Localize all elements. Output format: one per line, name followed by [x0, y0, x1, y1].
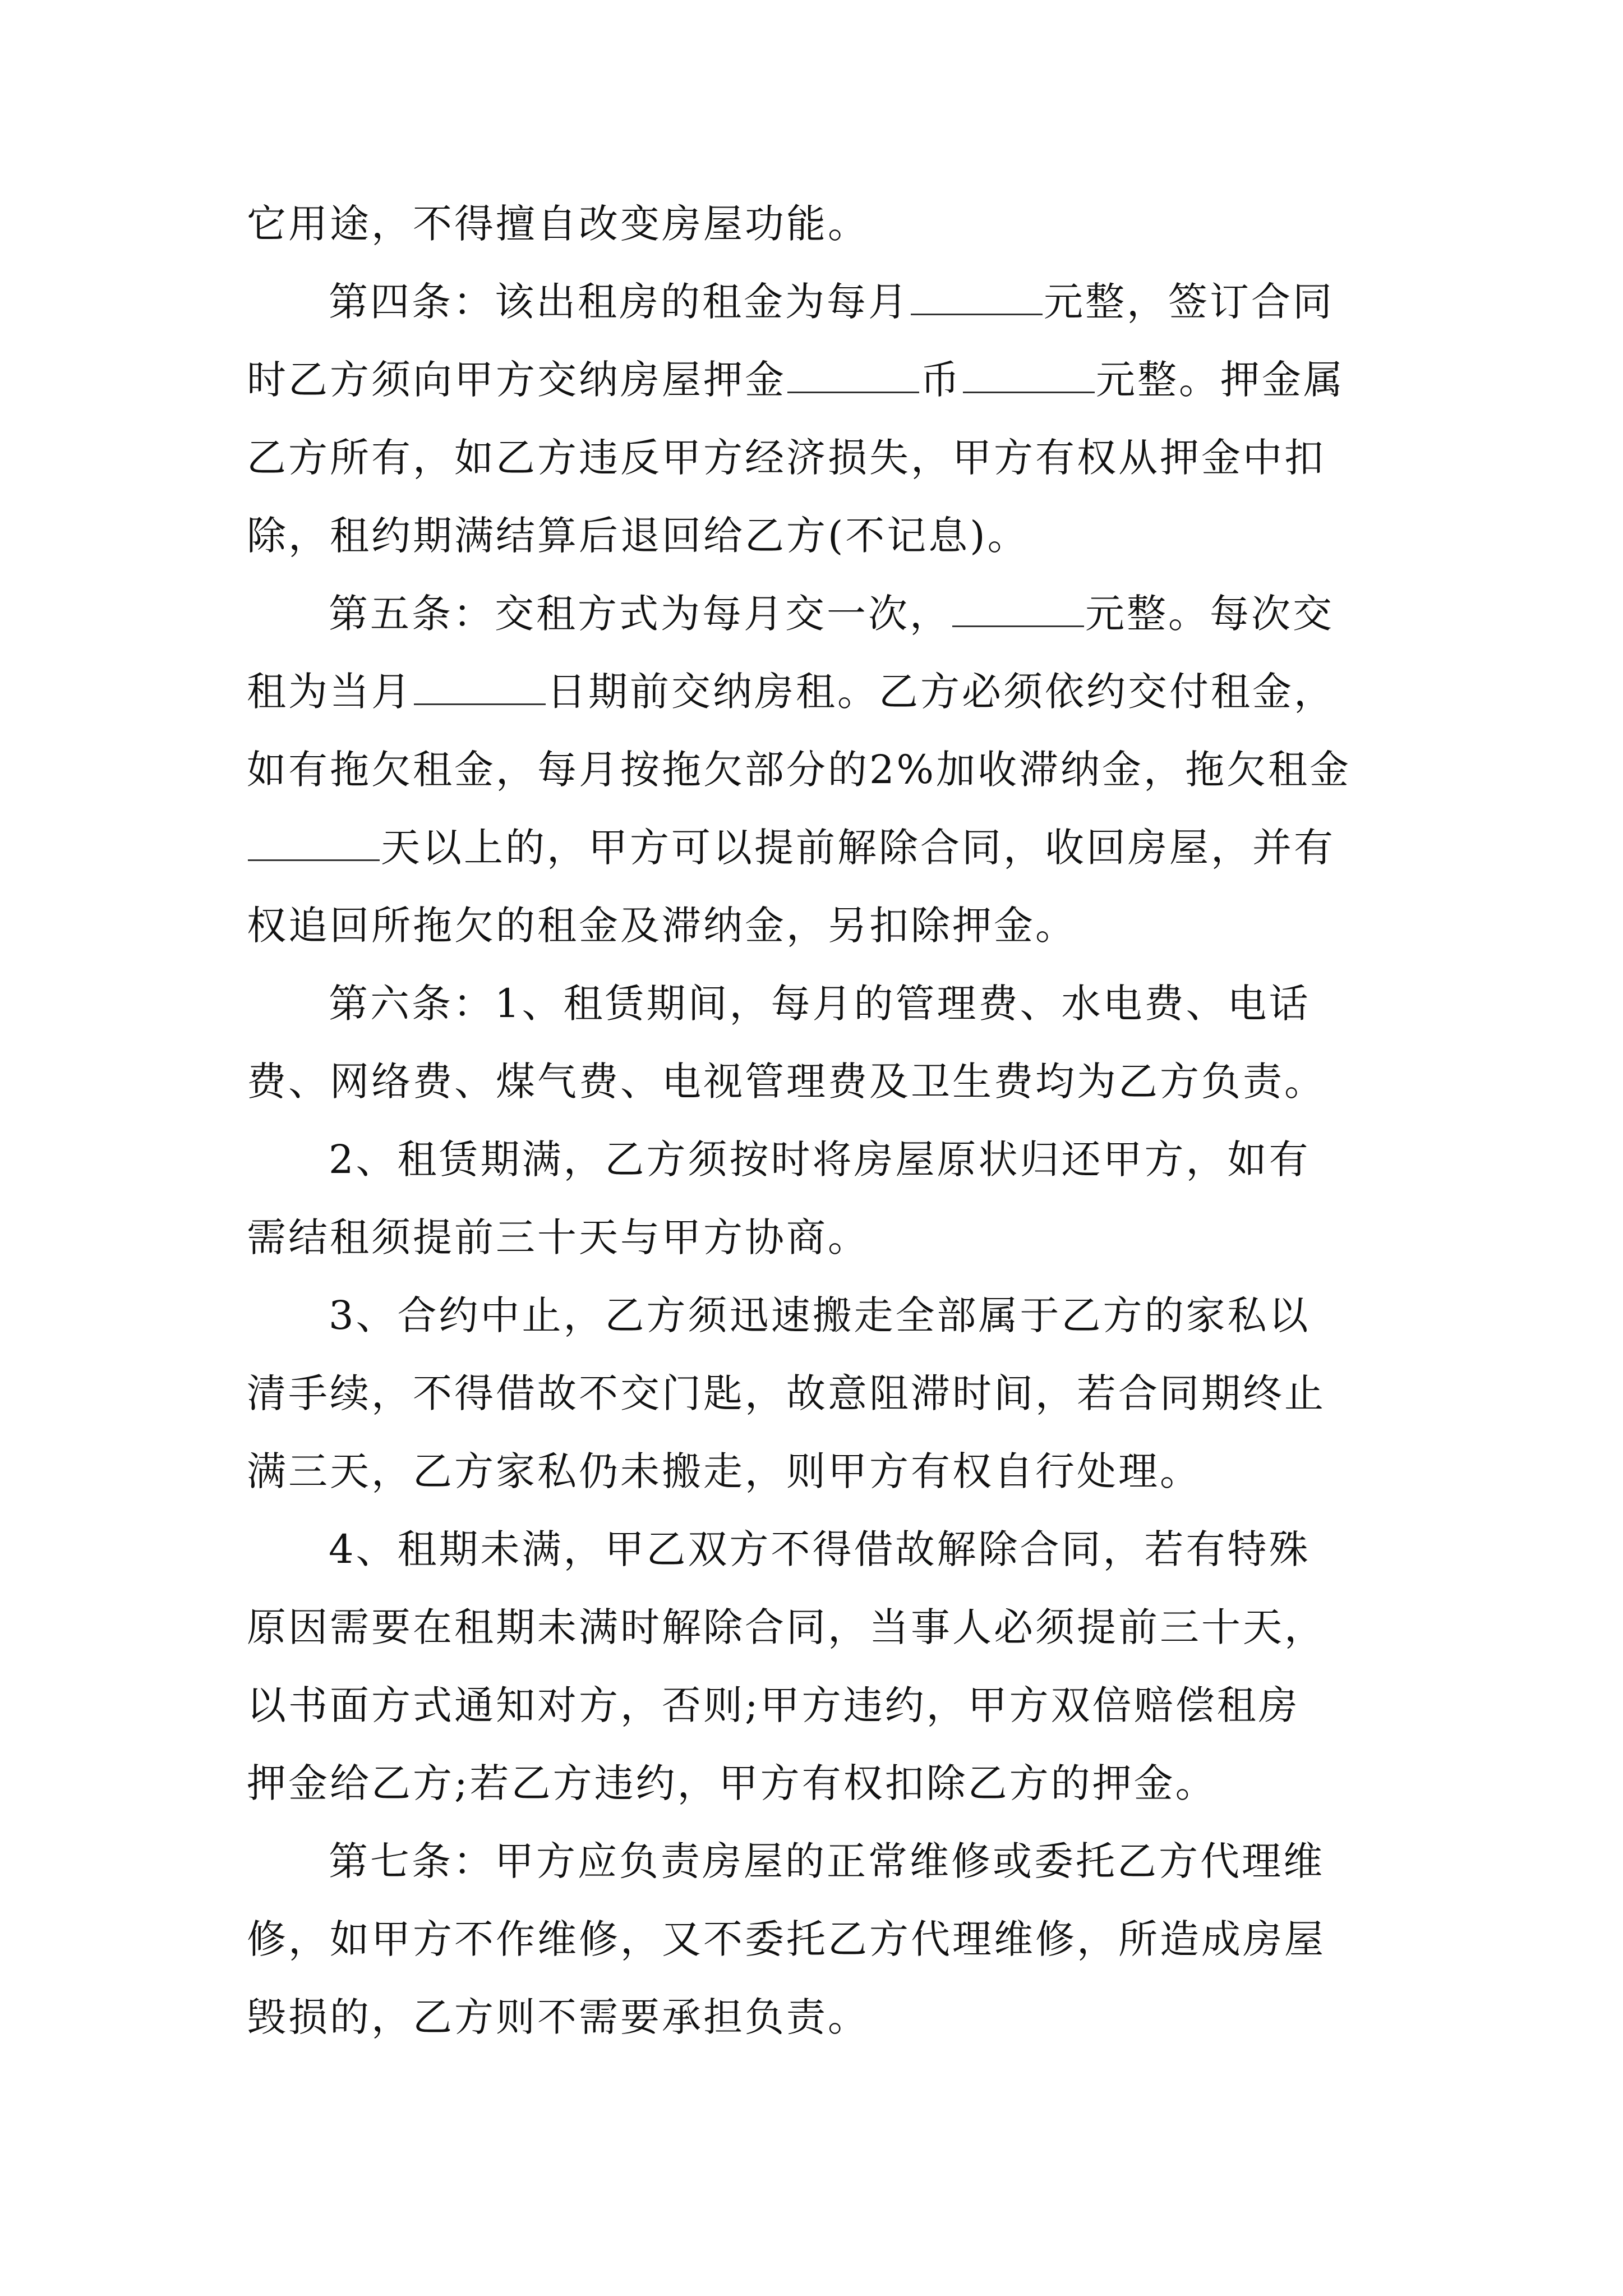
text-line [247, 731, 1385, 809]
fill-in-blank[interactable] [952, 586, 1084, 627]
text-line [247, 1511, 1385, 1589]
text-line [247, 185, 1385, 263]
paragraph-p6 [247, 1511, 1385, 1823]
text-line [247, 1901, 1385, 1978]
paragraph-p0 [247, 185, 1385, 263]
text-line [247, 1433, 1385, 1511]
line-text: 权追回所拖欠的租金及滞纳金，另扣除押金。 [247, 903, 1077, 949]
document-body [247, 185, 1385, 2056]
text-line [247, 341, 1385, 419]
paragraph-p7 [247, 1823, 1385, 2056]
text-line [247, 1589, 1385, 1667]
line-text: 原因需要在租期未满时解除合同，当事人必须提前三十天， [247, 1604, 1326, 1650]
paragraph-p4 [247, 1121, 1385, 1277]
line-text: 日期前交纳房租。乙方必须依约交付租金， [547, 669, 1335, 715]
line-text: 押金给乙方;若乙方违约，甲方有权扣除乙方的押金。 [247, 1760, 1217, 1806]
paragraph-p2 [247, 575, 1385, 965]
line-text: 4、租期未满，甲乙双方不得借故解除合同，若有特殊 [329, 1526, 1311, 1572]
text-line [247, 1667, 1385, 1745]
line-text: 修，如甲方不作维修，又不委托乙方代理维修，所造成房屋 [247, 1916, 1326, 1962]
line-text: 第六条：1、租赁期间，每月的管理费、水电费、电话 [329, 981, 1311, 1027]
line-text: 天以上的，甲方可以提前解除合同，收回房屋，并有 [381, 825, 1335, 871]
fill-in-blank[interactable] [414, 664, 546, 705]
text-line [247, 419, 1385, 497]
fill-in-blank[interactable] [248, 820, 380, 861]
line-text: 第四条：该出租房的租金为每月 [329, 279, 910, 325]
text-line [247, 1199, 1385, 1277]
line-text: 毁损的，乙方则不需要承担负责。 [247, 1994, 869, 2040]
line-text: 元整。押金属 [1096, 357, 1345, 403]
text-line [247, 809, 1385, 887]
line-text: 以书面方式通知对方，否则;甲方违约，甲方双倍赔偿租房 [247, 1682, 1300, 1728]
line-text: 第七条：甲方应负责房屋的正常维修或委托乙方代理维 [329, 1838, 1325, 1884]
line-text: 元整。每次交 [1085, 591, 1334, 637]
text-line [247, 263, 1385, 341]
text-line [247, 653, 1385, 731]
line-text: 3、合约中止，乙方须迅速搬走全部属于乙方的家私以 [329, 1292, 1311, 1338]
line-text: 乙方所有，如乙方违反甲方经济损失，甲方有权从押金中扣 [247, 435, 1326, 481]
text-line [247, 965, 1385, 1043]
line-text: 租为当月 [247, 669, 413, 715]
line-text: 清手续，不得借故不交门匙，故意阻滞时间，若合同期终止 [247, 1370, 1326, 1416]
line-text: 它用途，不得擅自改变房屋功能。 [247, 201, 869, 247]
fill-in-blank[interactable] [911, 274, 1043, 315]
text-line [247, 1043, 1385, 1121]
line-text: 如有拖欠租金，每月按拖欠部分的2%加收滞纳金，拖欠租金 [247, 747, 1352, 793]
line-text: 费、网络费、煤气费、电视管理费及卫生费均为乙方负责。 [247, 1059, 1326, 1105]
text-line [247, 1823, 1385, 1901]
paragraph-p5 [247, 1277, 1385, 1511]
text-line [247, 1978, 1385, 2056]
paragraph-p1 [247, 263, 1385, 575]
text-line [247, 575, 1385, 653]
line-text: 除，租约期满结算后退回给乙方(不记息)。 [247, 513, 1029, 559]
line-text: 满三天，乙方家私仍未搬走，则甲方有权自行处理。 [247, 1448, 1201, 1494]
line-text: 元整，签订合同 [1044, 279, 1334, 325]
line-text: 时乙方须向甲方交纳房屋押金 [247, 357, 786, 403]
line-text: 第五条：交租方式为每月交一次， [329, 591, 951, 637]
text-line [247, 1745, 1385, 1823]
line-text: 2、租赁期满，乙方须按时将房屋原状归还甲方，如有 [329, 1137, 1311, 1182]
text-line [247, 1277, 1385, 1355]
text-line [247, 497, 1385, 575]
paragraph-p3 [247, 965, 1385, 1121]
line-text: 币 [920, 357, 962, 403]
text-line [247, 1355, 1385, 1433]
text-line [247, 1121, 1385, 1199]
line-text: 需结租须提前三十天与甲方协商。 [247, 1214, 869, 1260]
text-line [247, 887, 1385, 965]
fill-in-blank[interactable] [963, 352, 1095, 393]
fill-in-blank[interactable] [787, 352, 919, 393]
